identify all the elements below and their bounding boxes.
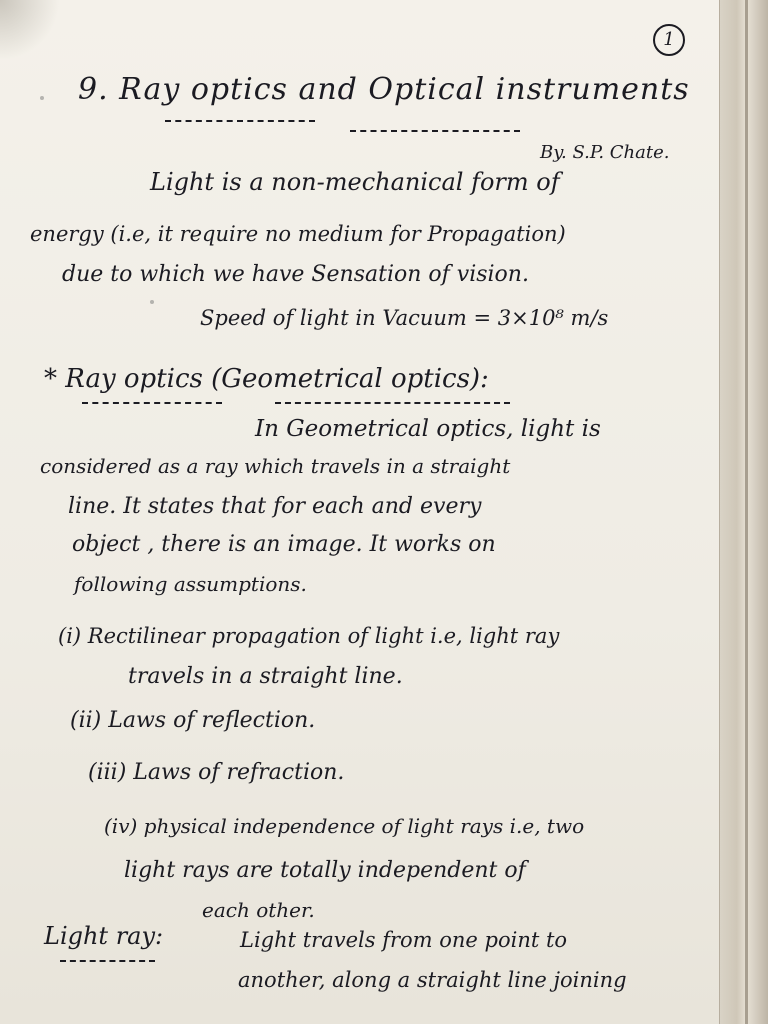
section-underline <box>82 402 222 404</box>
assumption-iv: (iv) physical independence of light rays i.e, two <box>104 814 585 838</box>
page-corner-shadow <box>0 0 60 60</box>
ink-speck <box>150 300 154 304</box>
speed-of-light: Speed of light in Vacuum = 3×10⁸ m/s <box>200 306 609 330</box>
author-credit: By. S.P. Chate. <box>540 142 670 163</box>
page-number: 1 <box>653 24 685 56</box>
paragraph-line: considered as a ray which travels in a straight <box>40 454 511 478</box>
chapter-number: 9. <box>78 72 109 107</box>
paragraph-line: object , there is an image. It works on <box>72 532 496 557</box>
section-underline <box>275 402 510 404</box>
section-heading: * Ray optics (Geometrical optics): <box>44 364 489 394</box>
intro-line-3: due to which we have Sensation of vision. <box>62 262 529 287</box>
assumption-i-cont: travels in a straight line. <box>128 664 403 689</box>
light-ray-definition-cont: another, along a straight line joining <box>238 968 627 992</box>
spine-edge <box>745 0 748 1024</box>
chapter-title-line <box>78 72 690 107</box>
title-underline <box>350 130 520 132</box>
notebook-spine <box>719 0 768 1024</box>
intro-line-1: Light is a non-mechanical form of <box>150 168 560 196</box>
ink-speck <box>40 96 44 100</box>
chapter-title: Ray optics and Optical instruments <box>119 72 690 107</box>
assumption-iii: (iii) Laws of refraction. <box>88 760 345 785</box>
title-underline <box>165 120 315 122</box>
assumption-ii: (ii) Laws of reflection. <box>70 708 316 733</box>
intro-line-2: energy (i.e, it require no medium for Propagation) <box>30 222 566 246</box>
paragraph-line: following assumptions. <box>74 572 307 596</box>
light-ray-term: Light ray: <box>44 922 164 950</box>
term-underline <box>60 960 155 962</box>
assumption-iv-cont: each other. <box>202 898 315 922</box>
assumption-iv-cont: light rays are totally independent of <box>124 858 526 883</box>
assumption-i: (i) Rectilinear propagation of light i.e, light ray <box>58 624 560 648</box>
paragraph-line: In Geometrical optics, light is <box>255 416 601 442</box>
paragraph-line: line. It states that for each and every <box>68 494 482 519</box>
light-ray-definition: Light travels from one point to <box>240 928 568 952</box>
